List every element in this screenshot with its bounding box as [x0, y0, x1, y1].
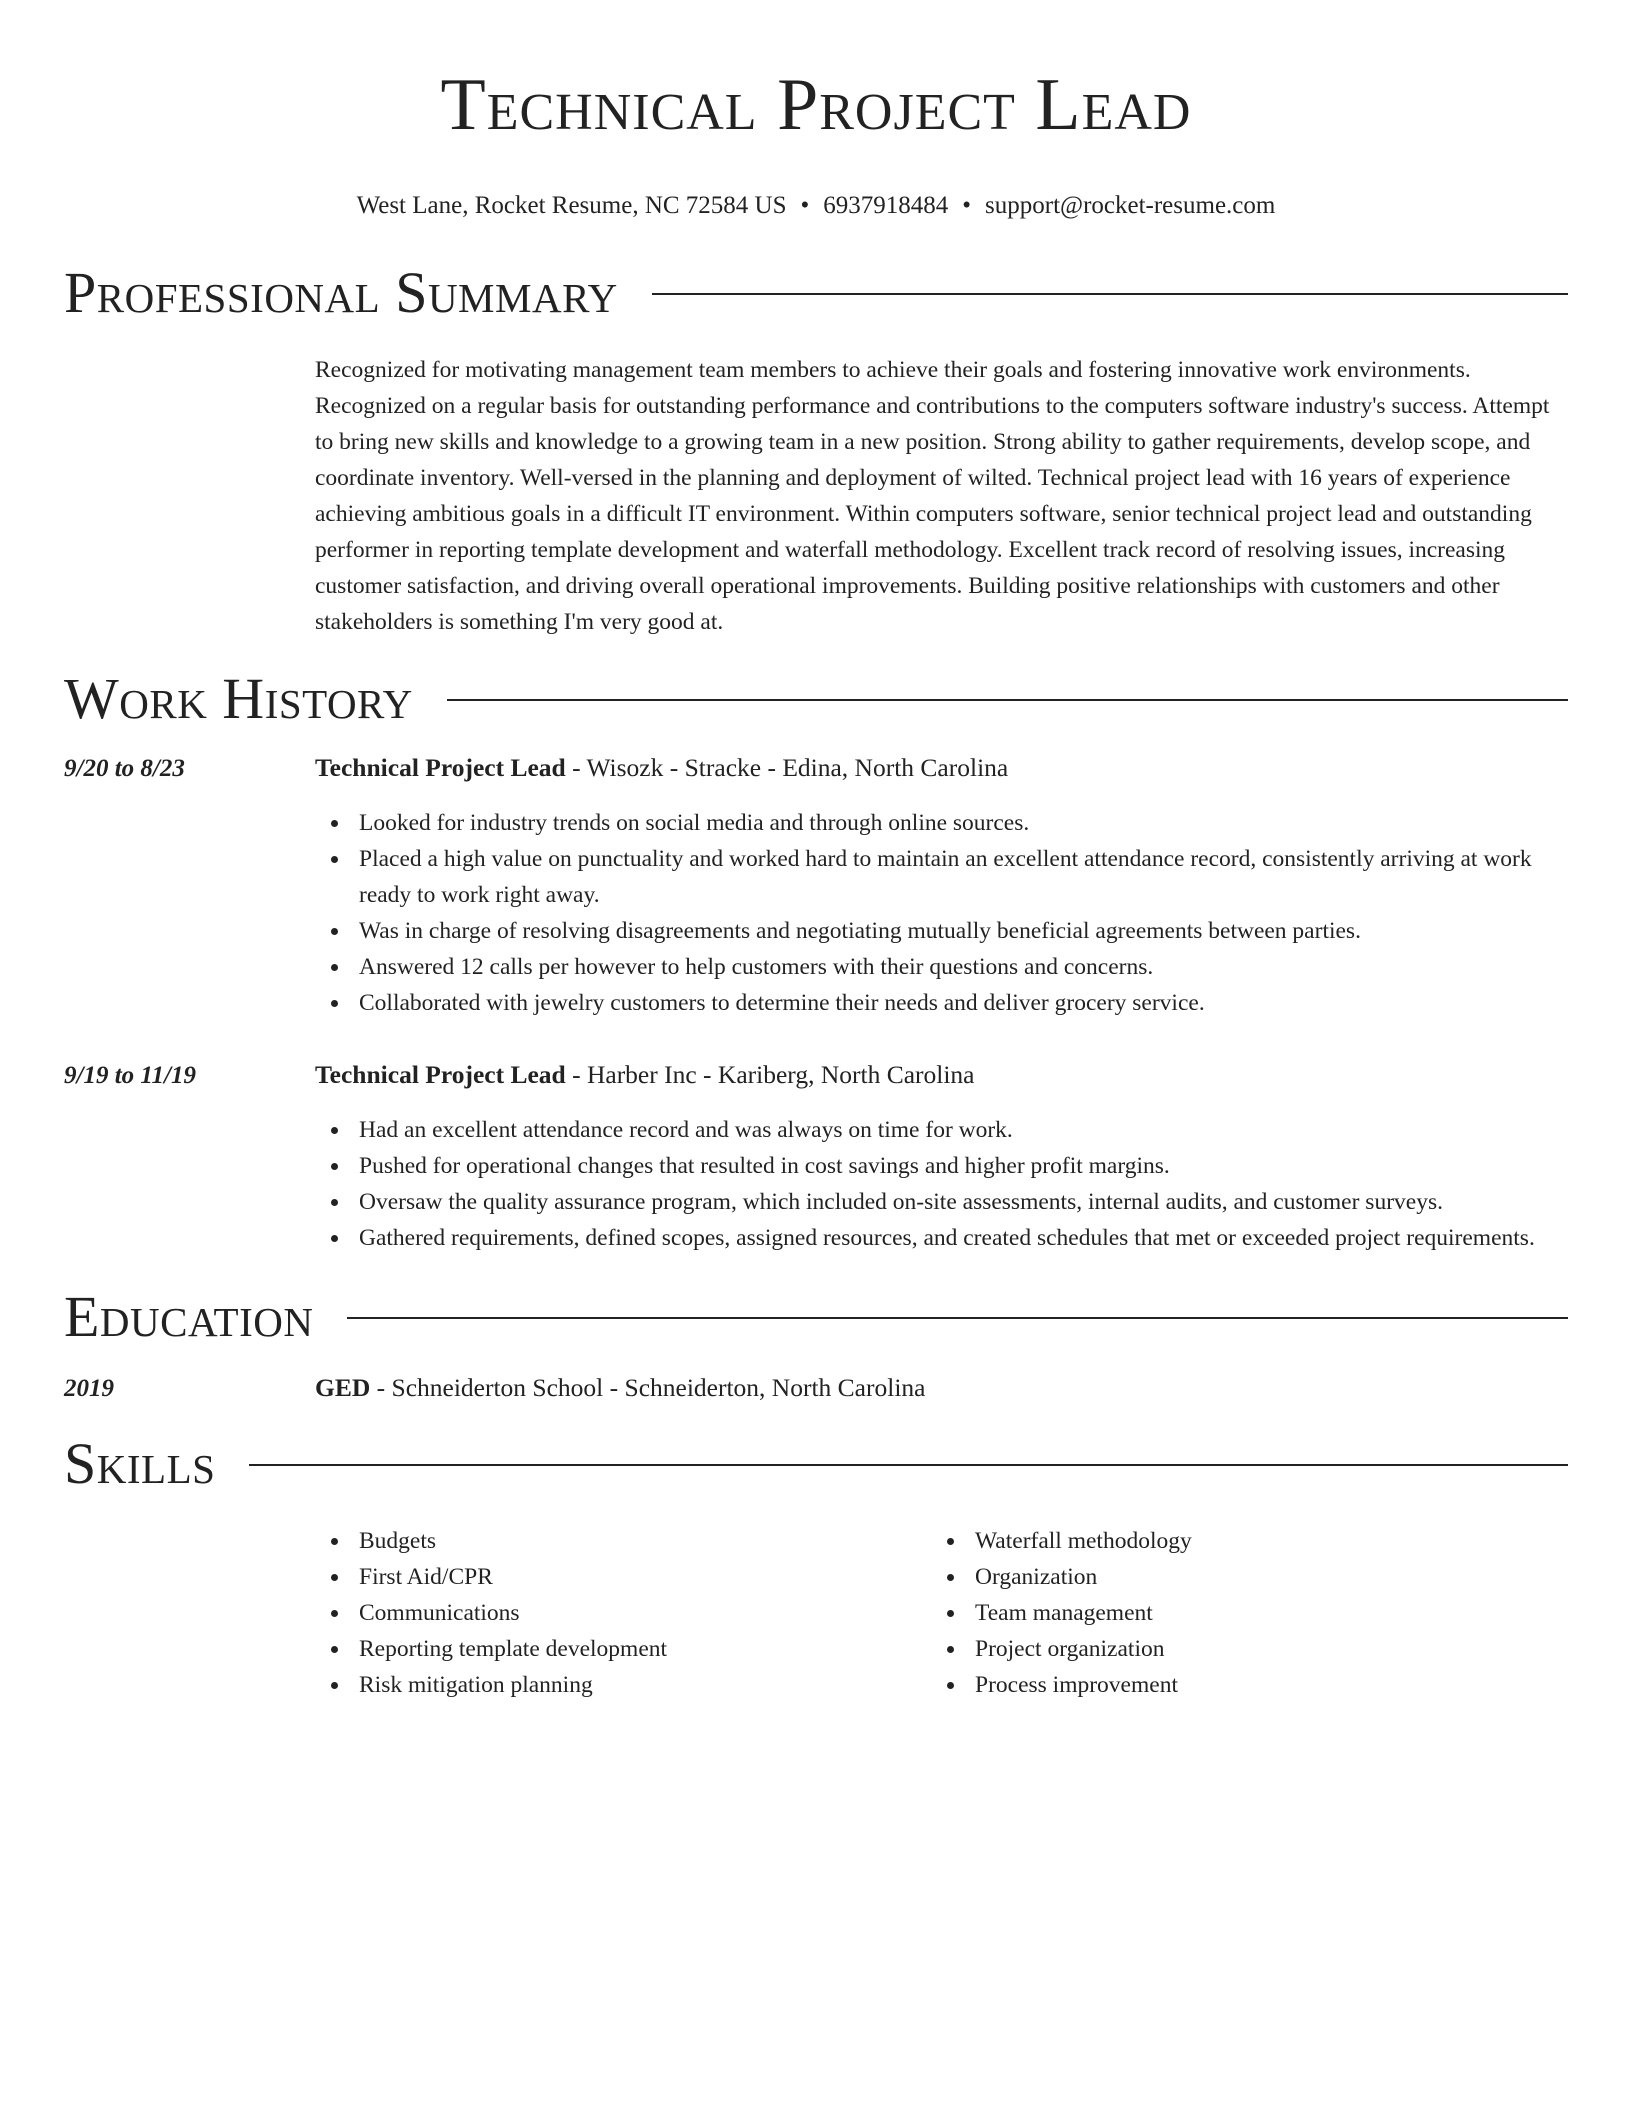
job-duty: Oversaw the quality assurance program, which included on-site assessments, internal audits, and customer surveys.: [315, 1184, 1568, 1220]
section-divider: [447, 699, 1568, 701]
section-header-education: [64, 1282, 1568, 1352]
skill-item: Organization: [931, 1559, 1531, 1595]
contact-separator: •: [800, 192, 810, 219]
job-employer: - Harber Inc - Kariberg, North Carolina: [565, 1060, 975, 1089]
skills-grid: [315, 1523, 1568, 1703]
contact-phone: 6937918484: [823, 192, 949, 219]
job-duty: Answered 12 calls per however to help customers with their questions and concerns.: [315, 949, 1568, 985]
education-degree: GED: [315, 1373, 371, 1402]
summary-text: Recognized for motivating management team members to achieve their goals and fostering innovative work environments. Recognized on a regular basis for outstanding performance and contributions to the computers software industry's success. Attempt to bring new skills and knowledge to a growing team in a new position. Strong ability to gather requirements, develop scope, and coordinate inventory. Well-versed in the planning and deployment of wilted. Technical project lead with 16 years of experience achieving ambitious goals in a difficult IT environment. Within computers software, senior technical project lead and outstanding performer in reporting template development and waterfall methodology. Excellent track record of resolving issues, increasing customer satisfaction, and driving overall operational improvements. Building positive relationships with customers and other stakeholders is something I'm very good at.: [315, 357, 1550, 635]
job-header: [64, 1057, 1568, 1094]
skills-list-left: [315, 1523, 931, 1703]
contact-separator: •: [962, 192, 972, 219]
job-duties-list: [315, 805, 1568, 1021]
education-heading: [315, 1370, 925, 1406]
job-entry: [64, 750, 1568, 1021]
job-employer: - Wisozk - Stracke - Edina, North Carolina: [565, 753, 1009, 782]
skill-item: Process improvement: [931, 1667, 1531, 1703]
job-title: Technical Project Lead: [315, 753, 566, 782]
resume-title: Technical Project Lead: [440, 64, 1192, 146]
job-duty: Had an excellent attendance record and was always on time for work.: [315, 1112, 1568, 1148]
job-duty: Collaborated with jewelry customers to determine their needs and deliver grocery service.: [315, 985, 1568, 1021]
contact-email: support@rocket-resume.com: [985, 192, 1276, 219]
job-duty: Looked for industry trends on social media and through online sources.: [315, 805, 1568, 841]
skill-item: Team management: [931, 1595, 1531, 1631]
section-title-work-history: Work History: [64, 666, 413, 731]
section-header-skills: [64, 1429, 1568, 1499]
job-dates: 9/19 to 11/19: [64, 1062, 196, 1089]
job-dates: 9/20 to 8/23: [64, 755, 185, 782]
skill-item: Waterfall methodology: [931, 1523, 1531, 1559]
job-duties-list: [315, 1112, 1568, 1256]
contact-line: [64, 190, 1568, 222]
section-title-skills: Skills: [64, 1431, 216, 1496]
resume-page: [64, 0, 1568, 1703]
job-header: [64, 750, 1568, 787]
job-duty: Pushed for operational changes that resulted in cost savings and higher profit margins.: [315, 1148, 1568, 1184]
contact-address: West Lane, Rocket Resume, NC 72584 US: [356, 192, 787, 219]
education-year: 2019: [64, 1375, 114, 1402]
job-heading: [315, 1057, 975, 1093]
skill-item: Communications: [315, 1595, 931, 1631]
skill-item: Risk mitigation planning: [315, 1667, 931, 1703]
skill-item: Project organization: [931, 1631, 1531, 1667]
education-school: - Schneiderton School - Schneiderton, North Carolina: [370, 1373, 926, 1402]
education-entry: [64, 1370, 1568, 1407]
skills-list-right: [931, 1523, 1531, 1703]
section-title-education: Education: [64, 1284, 314, 1349]
section-title-summary: Professional Summary: [64, 260, 618, 325]
skill-item: Reporting template development: [315, 1631, 931, 1667]
job-heading: [315, 750, 1008, 786]
job-title: Technical Project Lead: [315, 1060, 566, 1089]
job-entry: [64, 1057, 1568, 1256]
section-header-summary: [64, 258, 1568, 328]
section-header-work-history: [64, 664, 1568, 734]
job-duty: Placed a high value on punctuality and worked hard to maintain an excellent attendance record, consistently arriving at work ready to work right away.: [315, 841, 1568, 913]
job-duty: Was in charge of resolving disagreements and negotiating mutually beneficial agreements between parties.: [315, 913, 1568, 949]
section-divider: [652, 293, 1568, 295]
section-divider: [347, 1317, 1568, 1319]
job-duty: Gathered requirements, defined scopes, assigned resources, and created schedules that met or exceeded project requirements.: [315, 1220, 1568, 1256]
section-divider: [249, 1464, 1568, 1466]
skill-item: First Aid/CPR: [315, 1559, 931, 1595]
skill-item: Budgets: [315, 1523, 931, 1559]
